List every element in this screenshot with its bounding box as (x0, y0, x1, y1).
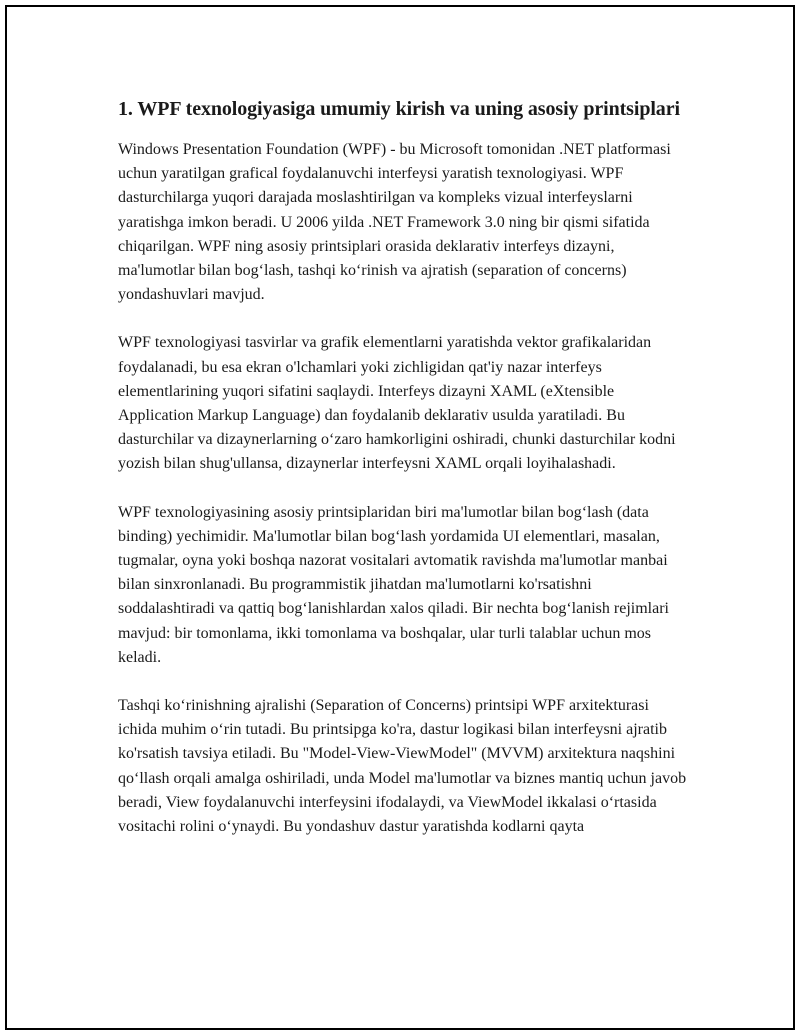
document-page (5, 5, 795, 1030)
document-content (118, 95, 688, 863)
paragraph-data-binding: WPF texnologiyasining asosiy printsiplaridan biri ma'lumotlar bilan bog‘lash (data binding) yechimidir. Ma'lumotlar bilan bog‘lash yordamida UI elementlari, masalan, tugmalar, oyna yoki boshqa nazorat vositalari avtomatik ravishda ma'lumotlar manbai bilan sinxronlanadi. Bu programmistik jihatdan ma'lumotlarni ko'rsatishni soddalashtiradi va qattiq bog‘lanishlardan xalos qiladi. Bir nechta bog‘lanish rejimlari mavjud: bir tomonlama, ikki tomonlama va boshqalar, ular turli talablar uchun mos keladi. (118, 503, 669, 666)
paragraph-separation-of-concerns: Tashqi ko‘rinishning ajralishi (Separation of Concerns) printsipi WPF arxitekturasi ichida muhim o‘rin tutadi. Bu printsipga ko'ra, dastur logikasi bilan interfeysni ajratib ko'rsatish tavsiya etiladi. Bu "Model-View-ViewModel" (MVVM) arxitektura naqshini qo‘llash orqali amalga oshiriladi, unda Model ma'lumotlar va biznes mantiq uchun javob beradi, View foydalanuvchi interfeysini ifodalaydi, va ViewModel ikkalasi o‘rtasida vositachi rolini o‘ynaydi. Bu yondashuv dastur yaratishda kodlarni qayta (118, 697, 687, 836)
section-heading: 1. WPF texnologiyasiga umumiy kirish va uning asosiy printsiplari (118, 98, 680, 120)
paragraph-wpf-introduction: Windows Presentation Foundation (WPF) - bu Microsoft tomonidan .NET platformasi uchun yaratilgan grafical foydalanuvchi interfeysi yaratish texnologiyasi. WPF dasturchilarga yuqori darajada moslashtirilgan va kompleks vizual interfeyslarni yaratishga imkon beradi. U 2006 yilda .NET Framework 3.0 ning bir qismi sifatida chiqarilgan. WPF ning asosiy printsiplari orasida deklarativ interfeys dizayni, ma'lumotlar bilan bog‘lash, tashqi ko‘rinish va ajratish (separation of concerns) yondashuvlari mavjud. (118, 141, 671, 304)
paragraph-vector-graphics-xaml: WPF texnologiyasi tasvirlar va grafik elementlarni yaratishda vektor grafikalaridan foydalanadi, bu esa ekran o'lchamlari yoki zichligidan qat'iy nazar interfeys elementlarining yuqori sifatini saqlaydi. Interfeys dizayni XAML (eXtensible Application Markup Language) dan foydalanib deklarativ usulda yaratiladi. Bu dasturchilar va dizaynerlarning o‘zaro hamkorligini oshiradi, chunki dasturchilar kodni yozish bilan shug'ullansa, dizaynerlar interfeysni XAML orqali loyihalashadi. (118, 334, 676, 473)
